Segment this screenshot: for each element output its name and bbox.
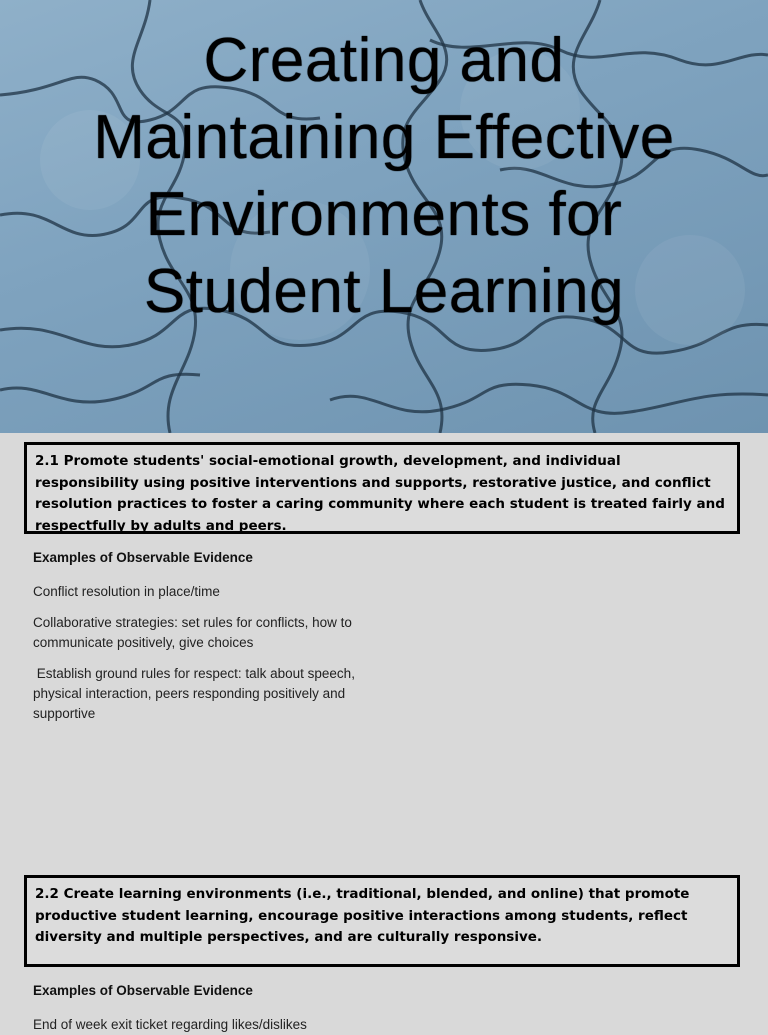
example-item: Conflict resolution in place/time <box>33 584 220 599</box>
title-line-2: Maintaining Effective <box>93 103 675 172</box>
title-banner <box>0 0 768 433</box>
example-item: End of week exit ticket regarding likes/dislikes <box>33 1017 307 1032</box>
standard-2-2-text: 2.2 Create learning environments (i.e., traditional, blended, and online) that promote productive student learning, encourage positive interactions among students, reflect diversity and multiple perspectives, and are culturally responsive. <box>35 886 690 945</box>
standard-2-1-text: 2.1 Promote students' social-emotional growth, development, and individual responsibility using positive interventions and supports, restorative justice, and conflict resolution practices to foster a caring community where each student is treated fairly and respectfully by adults and peers. <box>35 453 725 534</box>
standard-2-2-box <box>24 875 740 967</box>
example-item: Collaborative strategies: set rules for conflicts, how to communicate positively, give choices <box>33 615 352 650</box>
examples-heading-2-1: Examples of Observable Evidence <box>33 550 253 565</box>
examples-heading-2-2: Examples of Observable Evidence <box>33 983 253 998</box>
title-line-3: Environments for <box>145 180 623 249</box>
standard-2-1-box <box>24 442 740 534</box>
title-line-4: Student Learning <box>143 257 625 326</box>
example-item: Establish ground rules for respect: talk about speech, physical interaction, peers responding positively and supportive <box>33 666 359 721</box>
page-title <box>0 22 768 330</box>
title-line-1: Creating and <box>203 26 565 95</box>
